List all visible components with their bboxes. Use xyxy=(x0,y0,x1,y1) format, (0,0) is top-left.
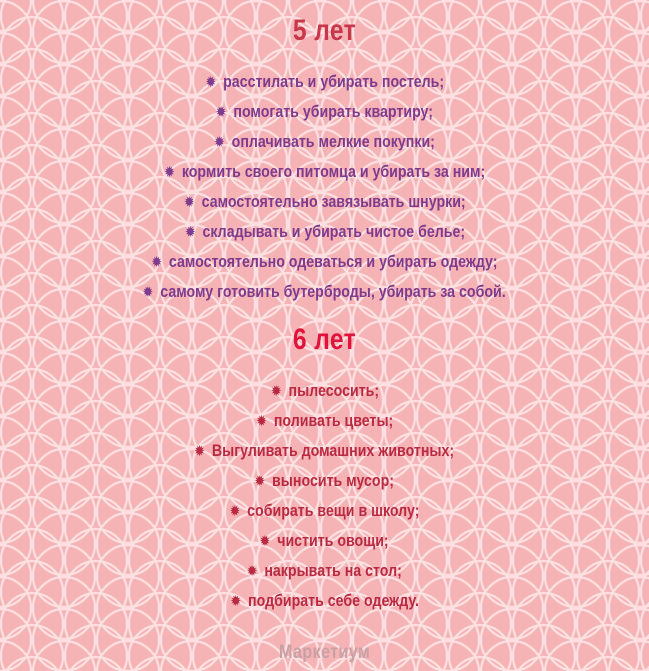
list-item: ✹ самостоятельно завязывать шнурки; xyxy=(0,187,649,217)
list-item: ✹ помогать убирать квартиру; xyxy=(0,97,649,127)
asterisk-icon: ✹ xyxy=(270,383,282,400)
list-item: ✹ накрывать на стол; xyxy=(0,556,649,586)
list-item: ✹ оплачивать мелкие покупки; xyxy=(0,127,649,157)
asterisk-icon: ✹ xyxy=(215,104,227,121)
section-title-5-years: 5 лет xyxy=(292,14,357,47)
watermark: Маркетиум xyxy=(278,642,371,663)
list-item: ✹ поливать цветы; xyxy=(0,406,649,436)
asterisk-icon: ✹ xyxy=(142,284,154,301)
section-title-6-years: 6 лет xyxy=(292,323,357,356)
list-item: ✹ подбирать себе одежду. xyxy=(0,586,649,616)
asterisk-icon: ✹ xyxy=(205,74,216,91)
asterisk-icon: ✹ xyxy=(184,224,196,241)
list-item: ✹ пылесосить; xyxy=(0,376,649,406)
list-item: ✹ самому готовить бутерброды, убирать за собой. xyxy=(0,277,649,307)
list-item: ✹ выносить мусор; xyxy=(0,466,649,496)
chores-list-5-years xyxy=(0,67,649,307)
list-item: ✹ чистить овощи; xyxy=(0,526,649,556)
asterisk-icon: ✹ xyxy=(254,473,266,490)
asterisk-icon: ✹ xyxy=(151,254,163,271)
asterisk-icon: ✹ xyxy=(194,443,206,460)
asterisk-icon: ✹ xyxy=(183,194,195,211)
list-item: ✹ самостоятельно одеваться и убирать одежду; xyxy=(0,247,649,277)
asterisk-icon: ✹ xyxy=(163,164,175,181)
asterisk-icon: ✹ xyxy=(214,134,225,151)
asterisk-icon: ✹ xyxy=(230,593,241,610)
list-item: ✹ кормить своего питомца и убирать за ним; xyxy=(0,157,649,187)
asterisk-icon: ✹ xyxy=(229,503,241,520)
list-item: ✹ Выгуливать домашних животных; xyxy=(0,436,649,466)
asterisk-icon: ✹ xyxy=(259,533,271,550)
list-item: ✹ расстилать и убирать постель; xyxy=(0,67,649,97)
asterisk-icon: ✹ xyxy=(246,563,258,580)
list-item: ✹ складывать и убирать чистое белье; xyxy=(0,217,649,247)
asterisk-icon: ✹ xyxy=(255,413,267,430)
chores-list-6-years xyxy=(0,376,649,616)
list-item: ✹ собирать вещи в школу; xyxy=(0,496,649,526)
